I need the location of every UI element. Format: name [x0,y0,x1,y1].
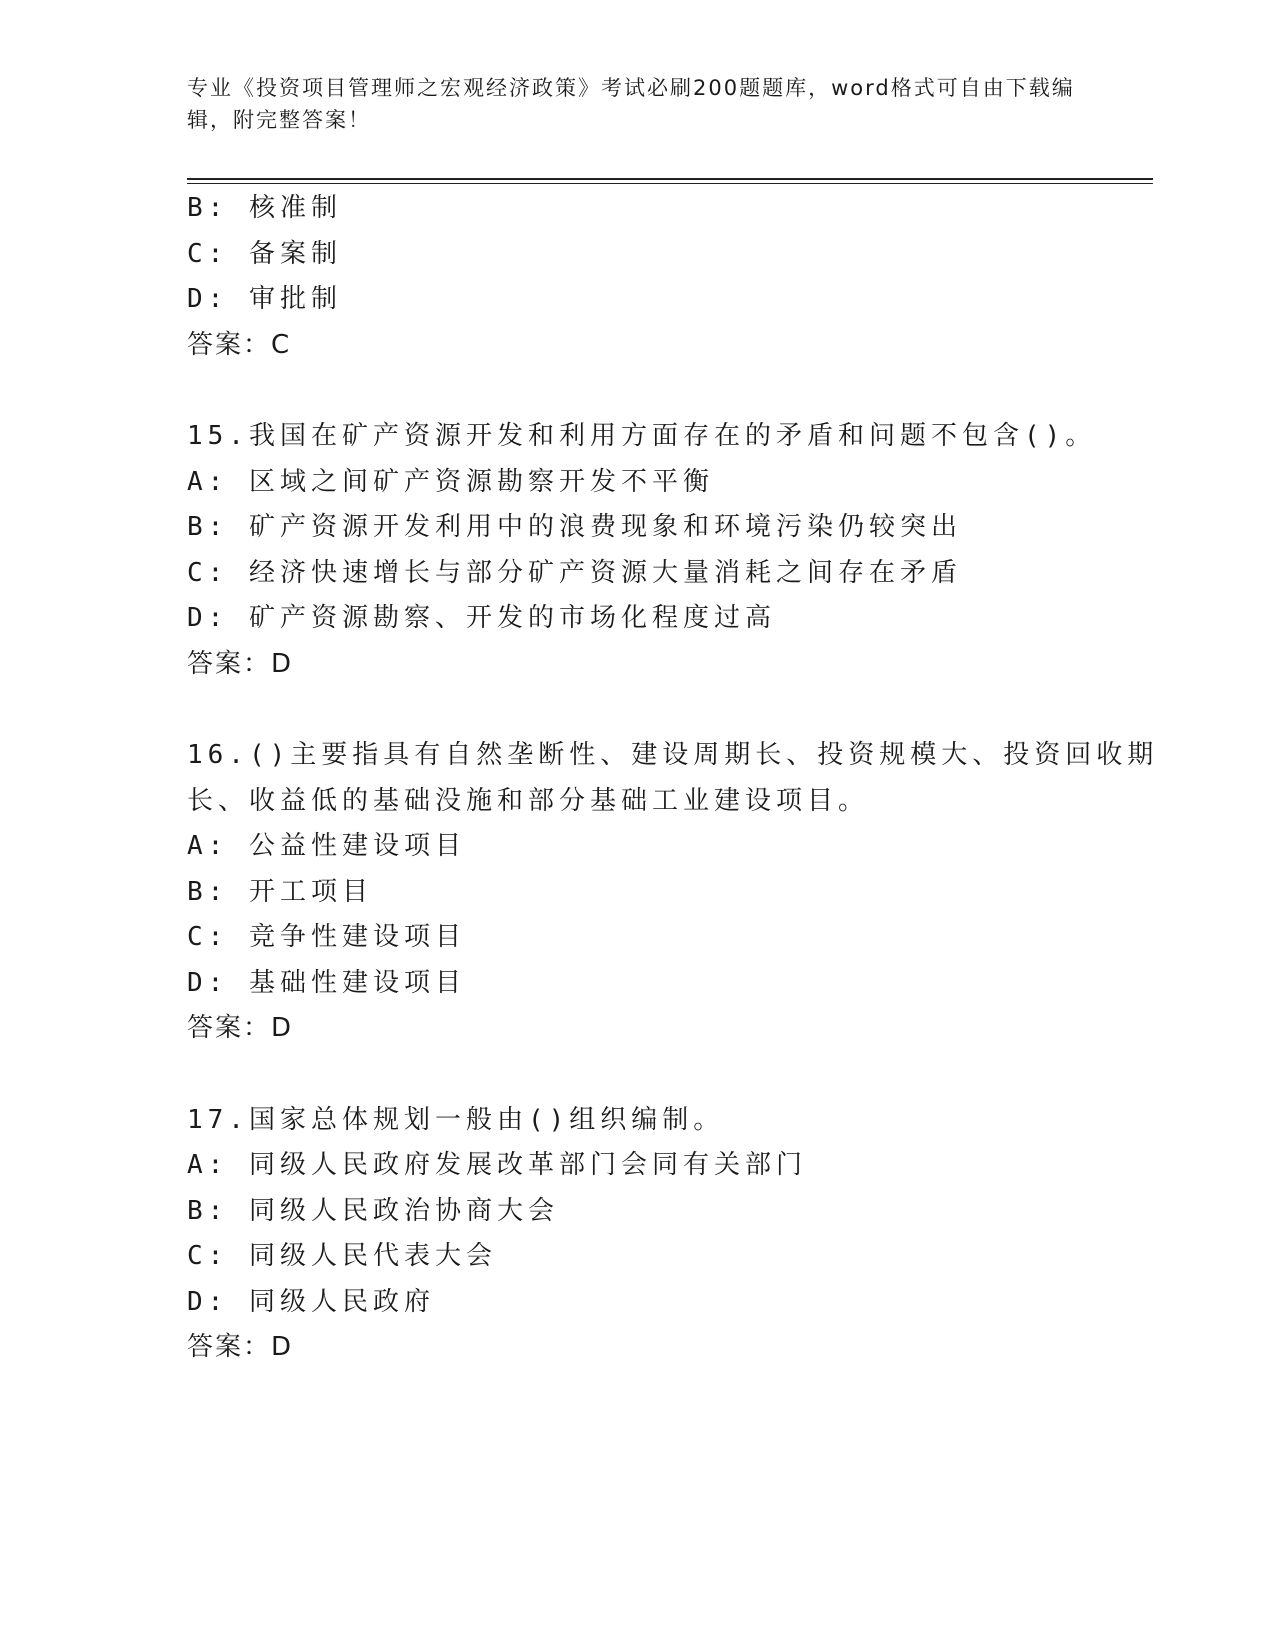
option-a: A: 区域之间矿产资源勘察开发不平衡 [187,466,714,497]
option-d: D: 基础性建设项目 [187,967,466,998]
question-partial [187,186,1147,368]
option-c: C: 经济快速增长与部分矿产资源大量消耗之间存在矛盾 [187,557,962,588]
option-c: C: 同级人民代表大会 [187,1241,497,1271]
option-b: B: 矿产资源开发利用中的浪费现象和环境污染仍较突出 [187,512,962,542]
question-stem-continued: 长、收益低的基础没施和部分基础工业建设项目。 [187,785,870,816]
question-list [187,186,1159,1371]
answer-line: 答案：D [187,1332,294,1362]
spacer [187,368,1147,414]
question-17 [187,1098,1147,1371]
option-a: A: 同级人民政府发展改革部门会同有关部门 [187,1150,807,1180]
option-d: D: 审批制 [187,284,342,314]
option-a: A: 公益性建设项目 [187,831,466,861]
option-b: B: 开工项目 [187,876,373,907]
header-divider [187,178,1153,184]
question-15 [187,414,1147,687]
option-c: C: 备案制 [187,238,342,269]
document-header: 专业《投资项目管理师之宏观经济政策》考试必刷200题题库，word格式可自由下载编辑，附完整答案！ [187,76,1075,132]
question-16 [187,733,1159,1052]
answer-line: 答案：D [187,648,294,679]
option-c: C: 竞争性建设项目 [187,922,466,952]
question-stem: 17.国家总体规划一般由()组织编制。 [187,1104,725,1135]
spacer [187,1052,1147,1098]
spacer [187,687,1147,733]
option-d: D: 同级人民政府 [187,1286,435,1317]
question-stem: 15.我国在矿产资源开发和利用方面存在的矛盾和问题不包含()。 [187,421,1097,451]
answer-line: 答案：D [187,1013,294,1043]
option-b: B: 同级人民政治协商大会 [187,1195,559,1226]
option-d: D: 矿产资源勘察、开发的市场化程度过高 [187,603,776,633]
answer-line: 答案：C [187,329,292,360]
question-stem: 16.()主要指具有自然垄断性、建设周期长、投资规模大、投资回收期 [187,740,1159,770]
option-b: B: 核准制 [187,193,342,223]
